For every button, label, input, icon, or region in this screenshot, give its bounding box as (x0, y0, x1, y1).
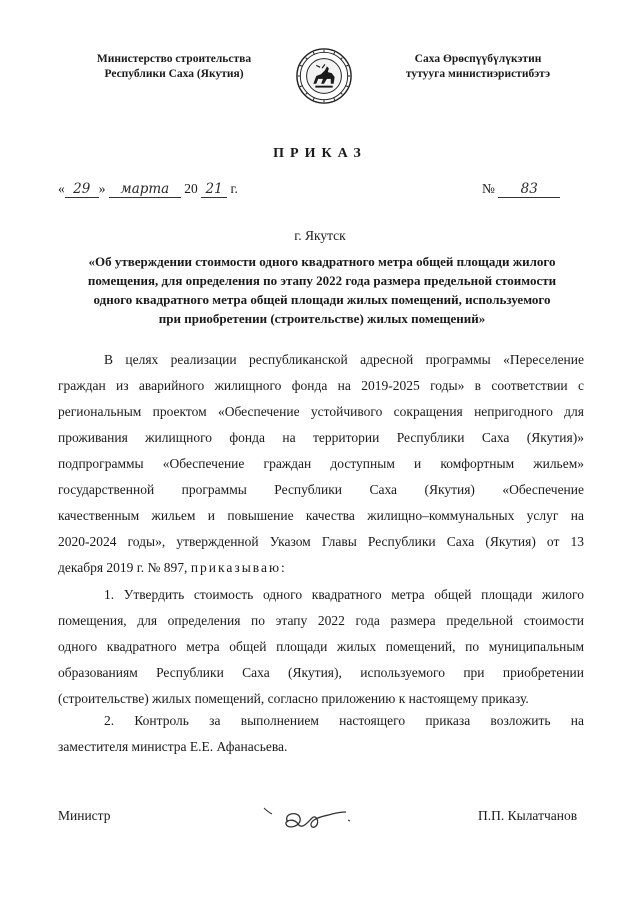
subject-line: помещения, для определения по этапу 2022 года размера предельной стоимости (87, 273, 557, 288)
subject-line: «Об утверждении стоимости одного квадратного метра общей площади жилого (88, 254, 556, 269)
body-line: В целях реализации республиканской адресной программы «Переселение (104, 352, 584, 367)
order-verb: приказываю: (190, 560, 287, 575)
order-subject (58, 252, 586, 328)
coat-of-arms-emblem (295, 47, 353, 105)
date-day: 29 (65, 182, 99, 198)
preamble-paragraph (58, 347, 584, 581)
order-number (482, 181, 560, 198)
body-line: заместителя министра Е.Е. Афанасьева. (58, 739, 288, 754)
ministry-sakha-line1: Саха Өрөспүүбүлүкэтин (414, 53, 542, 65)
body-line: 2. Контроль за выполнением настоящего приказа возложить на (104, 713, 584, 728)
body-line: граждан из аварийного жилищного фонда на 2019-2025 годы» в соответствии с (58, 378, 584, 393)
signatory-position: Министр (58, 808, 111, 823)
date-close-quote: » (98, 181, 106, 196)
ministry-sakha-line2: тутууга министиэристибэтэ (405, 68, 551, 80)
signatory-name: П.П. Кылатчанов (478, 808, 578, 823)
body-line: государственной программы Республики Саха (Якутия) «Обеспечение (58, 482, 584, 497)
ministry-ru-line1: Министерство строительства (96, 53, 252, 65)
body-line: 1. Утвердить стоимость одного квадратного метра общей площади жилого (104, 587, 584, 602)
body-line: качественным жильем и повышение качества жилищно–коммунальных услуг на (58, 508, 584, 523)
ministry-name-sakha (388, 52, 568, 82)
body-line: помещения, для определения по этапу 2022 года размера предельной стоимости (58, 613, 584, 628)
date-month: марта (109, 182, 181, 198)
body-line: (строительстве) жилых помещений, согласно приложению к настоящему приказу. (58, 691, 529, 706)
order-date (58, 181, 238, 198)
body-line: одного квадратного метра общей площади жилых помещений, по муниципальным (58, 639, 584, 654)
date-open-quote: « (58, 181, 65, 196)
body-line: 2020-2024 годы», утвержденной Указом Главы Республики Саха (Якутия) от 13 (58, 534, 584, 549)
body-line (58, 555, 584, 581)
body-line: региональным проектом «Обеспечение устойчивого сокращения непригодного для (58, 404, 584, 419)
number-label: № (482, 181, 495, 196)
date-year-unit: г. (230, 181, 238, 196)
body-line: подпрограммы «Обеспечение граждан доступным и комфортным жильем» (58, 456, 584, 471)
date-year-suffix: 21 (201, 182, 227, 198)
date-year-prefix: 20 (184, 181, 198, 196)
item-1-paragraph (58, 582, 584, 712)
item-2-paragraph (58, 708, 584, 760)
city: г. Якутск (294, 228, 346, 243)
handwritten-signature (258, 800, 368, 842)
number-value: 83 (498, 182, 560, 198)
ministry-name-russian (84, 52, 264, 82)
subject-line: при приобретении (строительстве) жилых помещений» (158, 311, 486, 326)
ministry-ru-line2: Республики Саха (Якутия) (104, 68, 244, 80)
subject-line: одного квадратного метра общей площади жилых помещений, используемого (93, 292, 551, 307)
body-line: проживания жилищного фонда на территории Республики Саха (Якутия)» (58, 430, 584, 445)
preamble-last-prefix: декабря 2019 г. № 897, (58, 560, 191, 575)
document-title: ПРИКАЗ (273, 146, 367, 161)
body-line: образованиям Республики Саха (Якутия), используемого при приобретении (58, 665, 584, 680)
